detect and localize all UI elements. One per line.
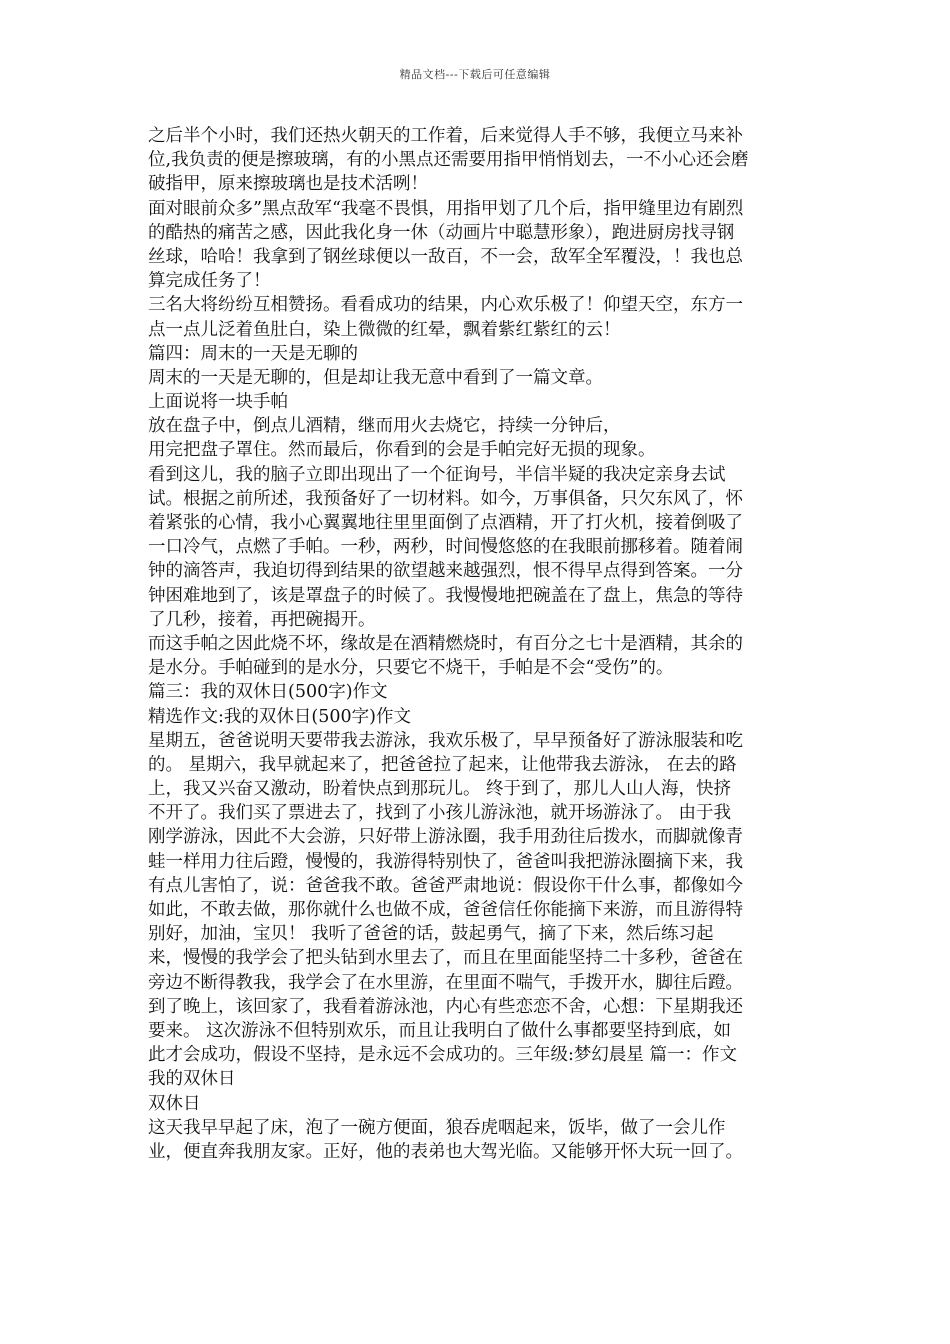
text-line: 的。 星期六，我早就起来了，把爸爸拉了起来，让他带我去游泳， 在去的路 <box>148 754 737 775</box>
text-line: 上面说将一块手帕 <box>148 392 288 413</box>
text-line: 的酷热的痛苦之感，因此我化身一休（动画片中聪慧形象），跑进厨房找寻钢 <box>148 222 735 243</box>
text-line: 面对眼前众多”黑点敌军“我毫不畏惧，用指甲划了几个后，指甲缝里边有剧烈 <box>148 198 744 219</box>
page-header: 精品文档---下载后可任意编辑 <box>399 68 551 81</box>
document-body <box>148 124 802 1164</box>
text-line: 刚学游泳，因此不大会游，只好带上游泳圈，我手用劲往后拨水，而脚就像青 <box>148 827 743 848</box>
text-line: 到了晚上，该回家了，我看着游泳池，内心有些恋恋不舍，心想：下星期我还 <box>148 996 743 1017</box>
text-line: 要来。 这次游泳不但特别欢乐，而且让我明白了做什么事都要坚持到底，如 <box>148 1020 732 1041</box>
text-line: 看到这儿，我的脑子立即出现出了一个征询号，半信半疑的我决定亲身去试 <box>148 464 726 485</box>
text-line: 此才会成功，假设不坚持，是永远不会成功的。三年级:梦幻晨星 篇一：作文 <box>148 1045 737 1066</box>
text-line: 点一点儿泛着鱼肚白，染上微微的红晕，飘着紫红紫红的云！ <box>148 319 621 340</box>
text-line: 上，我又兴奋又激动，盼着快点到那玩儿。 终于到了，那儿人山人海，快挤 <box>148 779 732 800</box>
text-line: 如此，不敢去做，那你就什么也做不成，爸爸信任你能摘下来游，而且游得特 <box>148 900 743 920</box>
text-line: 试。根据之前所述，我预备好了一切材料。如今，万事俱备，只欠东风了，怀 <box>148 488 743 509</box>
text-line: 别好，加油，宝贝！ 我听了爸爸的话，鼓起勇气，摘了下来，然后练习起 <box>148 924 714 945</box>
text-line: 蛙一样用力往后蹬，慢慢的，我游得特别快了，爸爸叫我把游泳圈摘下来，我 <box>148 851 743 872</box>
text-line: 星期五，爸爸说明天要带我去游泳，我欢乐极了，早早预备好了游泳服装和吃 <box>148 730 743 751</box>
text-line: 有点儿害怕了，说：爸爸我不敢。爸爸严肃地说：假设你干什么事，都像如今 <box>148 875 743 896</box>
text-line: 一口冷气，点燃了手帕。一秒，两秒，时间慢悠悠的在我眼前挪移着。随着闹 <box>148 537 743 558</box>
text-line: 放在盘子中，倒点儿酒精，继而用火去烧它，持续一分钟后， <box>148 416 621 437</box>
text-line: 业，便直奔我朋友家。正好，他的表弟也大驾光临。又能够开怀大玩一回了。 <box>148 1141 743 1162</box>
text-line: 钟困难地到了，该是罩盘子的时候了。我慢慢地把碗盖在了盘上，焦急的等待 <box>148 585 743 606</box>
text-line: 精选作文:我的双休日(500字)作文 <box>148 706 411 727</box>
text-line: 之后半个小时，我们还热火朝天的工作着，后来觉得人手不够，我便立马来补 <box>148 126 743 146</box>
text-line: 是水分。手帕碰到的是水分，只要它不烧干，手帕是不会“受伤”的。 <box>148 658 674 679</box>
text-line: 而这手帕之因此烧不坏，缘故是在酒精燃烧时，有百分之七十是酒精，其余的 <box>148 633 743 654</box>
text-line: 用完把盘子罩住。然而最后，你看到的会是手帕完好无损的现象。 <box>148 440 656 461</box>
text-line: 丝球，哈哈！我拿到了钢丝球便以一敌百，不一会，敌军全军覆没，！我也总 <box>148 246 743 267</box>
text-line: 我的双休日 <box>148 1069 236 1090</box>
text-line: 不开了。我们买了票进去了，找到了小孩儿游泳池，就开场游泳了。 由于我 <box>148 803 732 824</box>
text-line: 周末的一天是无聊的，但是却让我无意中看到了一篇文章。 <box>148 367 603 388</box>
text-line: 三名大将纷纷互相赞扬。看看成功的结果，内心欢乐极了！仰望天空，东方一 <box>148 295 743 316</box>
text-line: 来，慢慢的我学会了把头钻到水里去了，而且在里面能坚持二十多秒，爸爸在 <box>148 948 743 969</box>
text-line: 算完成任务了！ <box>148 271 271 292</box>
text-line: 破指甲，原来擦玻璃也是技术活咧！ <box>148 174 428 195</box>
text-line: 了几秒，接着，再把碗揭开。 <box>148 609 376 630</box>
text-line: 着紧张的心情，我小心翼翼地往里里面倒了点酒精，开了打火机，接着倒吸了 <box>148 513 743 533</box>
text-line: 篇三：我的双休日(500字)作文 <box>148 682 388 703</box>
text-line: 篇四：周末的一天是无聊的 <box>148 343 358 364</box>
text-line: 旁边不断得教我，我学会了在水里游，在里面不喘气，手拨开水，脚往后蹬。 <box>148 972 743 993</box>
text-line: 钟的滴答声，我迫切得到结果的欲望越来越强烈，恨不得早点得到答案。一分 <box>148 561 743 582</box>
text-line: 这天我早早起了床，泡了一碗方便面，狼吞虎咽起来，饭毕，做了一会儿作 <box>148 1117 726 1138</box>
text-line: 位,我负责的便是擦玻璃，有的小黑点还需要用指甲悄悄划去，一不小心还会磨 <box>148 150 749 171</box>
text-line: 双休日 <box>148 1093 201 1114</box>
